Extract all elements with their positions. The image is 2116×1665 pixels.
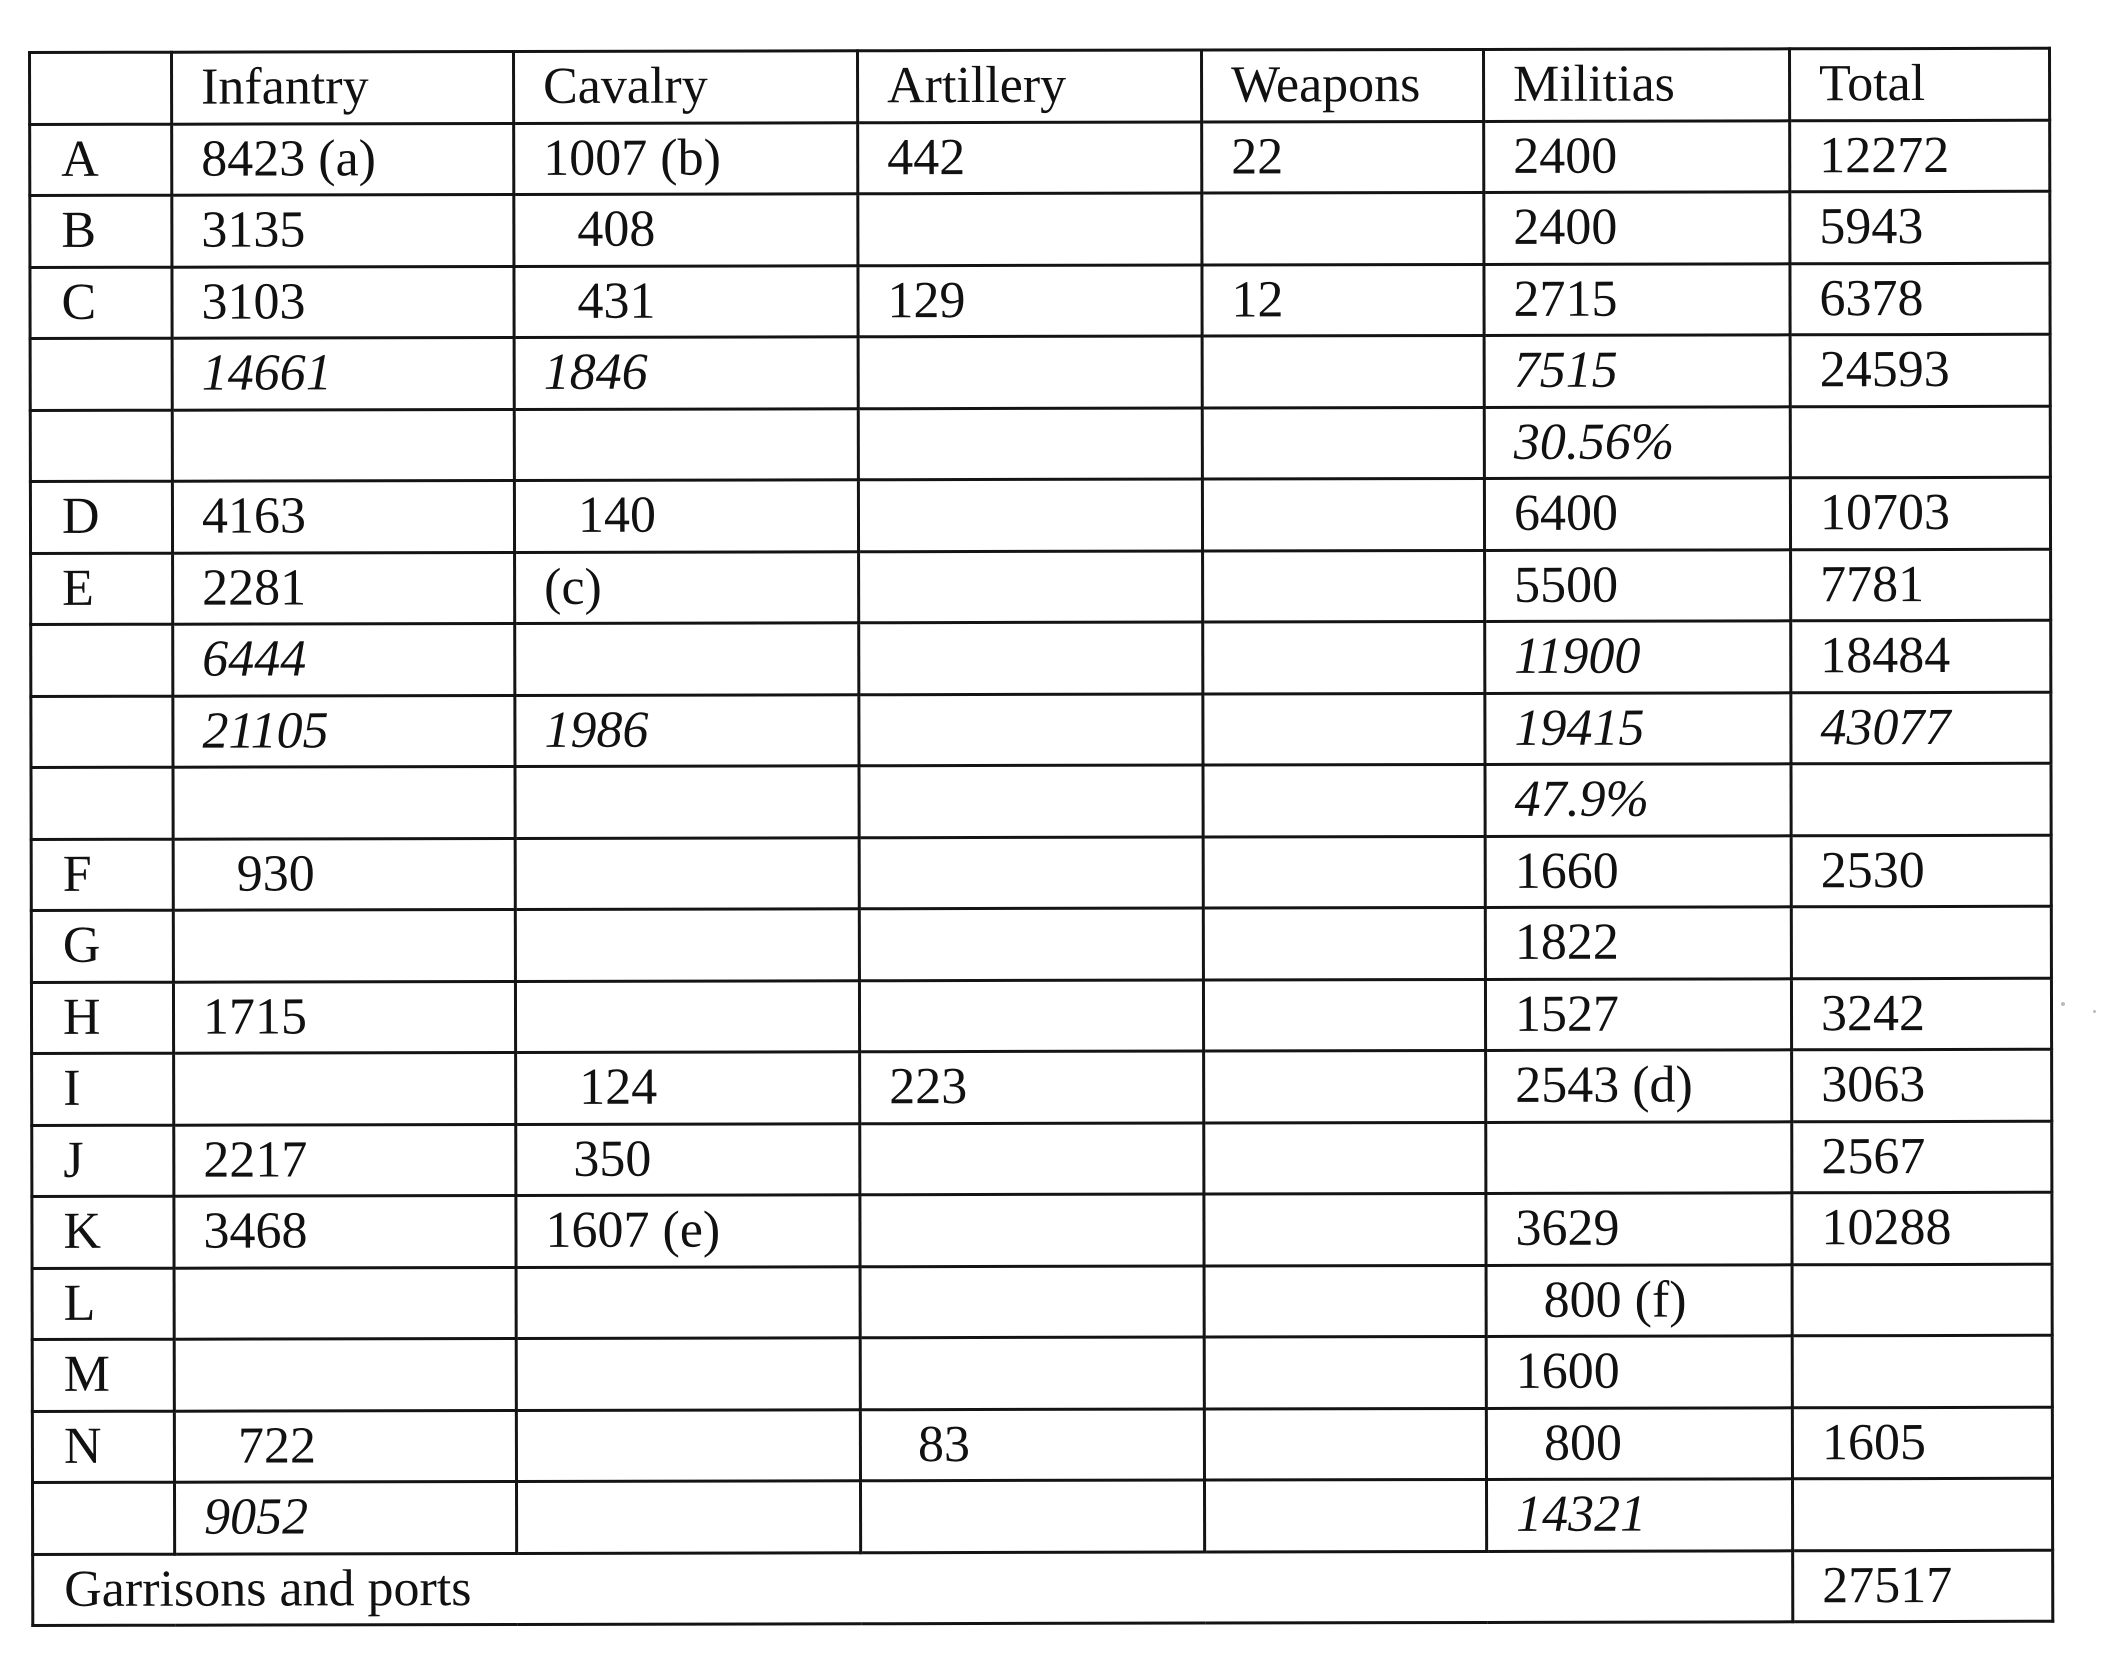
- artillery-cell: [859, 551, 1203, 623]
- infantry-cell: [174, 1052, 516, 1124]
- row-label-cell: I: [32, 1053, 174, 1125]
- cavalry-cell: 431: [514, 265, 858, 337]
- infantry-cell: 722: [174, 1410, 516, 1482]
- row-label-cell: B: [30, 195, 172, 267]
- paper-speck: [2061, 1002, 2065, 1006]
- militias-cell: 1527: [1485, 978, 1791, 1050]
- cavalry-cell: [516, 1266, 860, 1338]
- table-row: [30, 120, 2050, 196]
- artillery-cell: [859, 908, 1203, 980]
- militias-cell: 11900: [1485, 621, 1791, 693]
- cavalry-cell: [516, 1481, 860, 1553]
- row-label-cell: K: [32, 1196, 174, 1268]
- artillery-cell: [858, 408, 1202, 480]
- row-label-cell: [30, 338, 172, 410]
- cavalry-cell: [515, 909, 859, 981]
- cavalry-cell: 140: [514, 480, 858, 552]
- cavalry-cell: 124: [516, 1052, 860, 1124]
- infantry-cell: [173, 909, 515, 981]
- cavalry-cell: 408: [514, 194, 858, 266]
- cavalry-cell: 1607 (e): [516, 1195, 860, 1267]
- row-label-cell: F: [31, 839, 173, 911]
- infantry-cell: [173, 766, 515, 838]
- cavalry-cell: 350: [516, 1123, 860, 1195]
- total-cell: 1605: [1792, 1407, 2052, 1479]
- infantry-cell: [174, 1338, 516, 1410]
- row-label-cell: [32, 1482, 174, 1554]
- artillery-cell: 442: [858, 122, 1202, 194]
- cavalry-cell: 1846: [514, 337, 858, 409]
- table-row: [31, 620, 2051, 696]
- infantry-cell: 4163: [172, 480, 514, 552]
- row-label-cell: N: [32, 1411, 174, 1483]
- table-row: [30, 191, 2050, 267]
- table-row: [32, 1335, 2052, 1411]
- row-label-cell: A: [30, 124, 172, 196]
- weapons-cell: [1204, 1122, 1486, 1194]
- militias-cell: 3629: [1486, 1193, 1792, 1265]
- artillery-cell: [860, 1123, 1204, 1195]
- cavalry-cell: (c): [515, 551, 859, 623]
- militias-cell: 2400: [1484, 120, 1790, 192]
- row-label-cell: M: [32, 1339, 174, 1411]
- weapons-cell: [1202, 335, 1484, 407]
- row-label-cell: G: [31, 910, 173, 982]
- table-row: [30, 334, 2050, 410]
- total-cell: [1792, 1335, 2052, 1407]
- table-row: [32, 1049, 2052, 1125]
- forces-table: [28, 47, 2054, 1627]
- row-label-cell: C: [30, 267, 172, 339]
- table-row: [32, 1407, 2052, 1483]
- row-label-cell: L: [32, 1268, 174, 1340]
- row-label-cell: E: [31, 553, 173, 625]
- militias-cell: 19415: [1485, 692, 1791, 764]
- table-row: [32, 1478, 2052, 1554]
- artillery-cell: [859, 694, 1203, 766]
- weapons-cell: [1203, 836, 1485, 908]
- infantry-cell: 1715: [173, 981, 515, 1053]
- infantry-cell: 21105: [173, 695, 515, 767]
- weapons-cell: [1204, 1265, 1486, 1337]
- row-label-cell: [31, 624, 173, 696]
- row-label-cell: J: [32, 1125, 174, 1197]
- militias-cell: 7515: [1484, 335, 1790, 407]
- weapons-cell: [1204, 1193, 1486, 1265]
- artillery-cell: [860, 1480, 1204, 1552]
- weapons-cell: [1204, 1336, 1486, 1408]
- total-cell: [1792, 1478, 2052, 1550]
- cavalry-cell: [515, 766, 859, 838]
- infantry-cell: 6444: [173, 623, 515, 695]
- total-cell: [1791, 763, 2051, 835]
- weapons-cell: [1204, 1050, 1486, 1122]
- militias-cell: 47.9%: [1485, 764, 1791, 836]
- militias-cell: 2715: [1484, 263, 1790, 335]
- total-cell: 18484: [1791, 620, 2051, 692]
- artillery-cell: [859, 980, 1203, 1052]
- total-cell: 24593: [1790, 334, 2050, 406]
- artillery-cell: 129: [858, 265, 1202, 337]
- artillery-cell: [859, 837, 1203, 909]
- artillery-cell: 83: [860, 1409, 1204, 1481]
- artillery-cell: [858, 479, 1202, 551]
- weapons-cell: [1204, 1479, 1486, 1551]
- militias-cell: 1600: [1486, 1336, 1792, 1408]
- table-row: [31, 763, 2051, 839]
- infantry-cell: 2281: [173, 552, 515, 624]
- header-cell-weapons: Weapons: [1202, 49, 1484, 121]
- weapons-cell: [1202, 407, 1484, 479]
- table-row: [31, 692, 2051, 768]
- row-label-cell: D: [30, 481, 172, 553]
- militias-cell: 800 (f): [1486, 1264, 1792, 1336]
- total-cell: 3063: [1792, 1049, 2052, 1121]
- header-row: [30, 48, 2050, 124]
- militias-cell: 5500: [1485, 549, 1791, 621]
- row-label-cell: [31, 767, 173, 839]
- weapons-cell: [1203, 979, 1485, 1051]
- artillery-cell: [860, 1337, 1204, 1409]
- artillery-cell: [858, 193, 1202, 265]
- cavalry-cell: [515, 837, 859, 909]
- header-cell-militias: Militias: [1484, 49, 1790, 121]
- total-cell: 10703: [1790, 477, 2050, 549]
- header-cell-corner: [30, 52, 172, 124]
- row-label-cell: [30, 410, 172, 482]
- infantry-cell: 3135: [172, 194, 514, 266]
- infantry-cell: [174, 1267, 516, 1339]
- table-row: [31, 835, 2051, 911]
- footer-label-cell: Garrisons and ports: [33, 1550, 1793, 1625]
- infantry-cell: 14661: [172, 337, 514, 409]
- forces-table-body: [30, 48, 2053, 1625]
- row-label-cell: H: [31, 982, 173, 1054]
- infantry-cell: 930: [173, 838, 515, 910]
- weapons-cell: [1203, 693, 1485, 765]
- infantry-cell: 3468: [174, 1195, 516, 1267]
- table-row: [31, 549, 2051, 625]
- weapons-cell: [1203, 621, 1485, 693]
- militias-cell: [1486, 1121, 1792, 1193]
- footer-row: [33, 1550, 2053, 1626]
- header-cell-total: Total: [1789, 48, 2049, 120]
- cavalry-cell: 1007 (b): [514, 122, 858, 194]
- total-cell: 6378: [1790, 263, 2050, 335]
- total-cell: [1791, 906, 2051, 978]
- total-cell: 5943: [1790, 191, 2050, 263]
- total-cell: 10288: [1792, 1192, 2052, 1264]
- total-cell: 43077: [1791, 692, 2051, 764]
- militias-cell: 2400: [1484, 192, 1790, 264]
- weapons-cell: [1202, 192, 1484, 264]
- cavalry-cell: [514, 408, 858, 480]
- artillery-cell: [860, 1194, 1204, 1266]
- militias-cell: 2543 (d): [1486, 1050, 1792, 1122]
- infantry-cell: 3103: [172, 266, 514, 338]
- total-cell: [1792, 1264, 2052, 1336]
- header-cell-cavalry: Cavalry: [514, 51, 858, 123]
- total-cell: 2567: [1792, 1121, 2052, 1193]
- header-cell-artillery: Artillery: [858, 50, 1202, 122]
- table-row: [32, 1121, 2052, 1197]
- militias-cell: 800: [1486, 1407, 1792, 1479]
- cavalry-cell: [515, 980, 859, 1052]
- weapons-cell: 22: [1202, 121, 1484, 193]
- militias-cell: 6400: [1484, 478, 1790, 550]
- militias-cell: 1660: [1485, 835, 1791, 907]
- header-cell-infantry: Infantry: [172, 51, 514, 123]
- total-cell: [1790, 406, 2050, 478]
- artillery-cell: [859, 622, 1203, 694]
- table-row: [31, 906, 2051, 982]
- paper-speck: [2093, 1010, 2096, 1013]
- table-row: [30, 477, 2050, 553]
- footer-total-cell: 27517: [1793, 1550, 2053, 1622]
- artillery-cell: [859, 765, 1203, 837]
- table-row: [32, 1192, 2052, 1268]
- total-cell: 2530: [1791, 835, 2051, 907]
- row-label-cell: [31, 696, 173, 768]
- weapons-cell: [1203, 550, 1485, 622]
- weapons-cell: [1203, 907, 1485, 979]
- total-cell: 7781: [1791, 549, 2051, 621]
- infantry-cell: 9052: [174, 1481, 516, 1553]
- table-row: [30, 263, 2050, 339]
- cavalry-cell: [516, 1338, 860, 1410]
- cavalry-cell: 1986: [515, 694, 859, 766]
- table-row: [32, 1264, 2052, 1340]
- militias-cell: 30.56%: [1484, 406, 1790, 478]
- artillery-cell: [860, 1266, 1204, 1338]
- infantry-cell: 8423 (a): [172, 123, 514, 195]
- artillery-cell: [858, 336, 1202, 408]
- infantry-cell: [172, 409, 514, 481]
- militias-cell: 1822: [1485, 907, 1791, 979]
- table-row: [31, 978, 2051, 1054]
- cavalry-cell: [516, 1409, 860, 1481]
- table-row: [30, 406, 2050, 482]
- weapons-cell: 12: [1202, 264, 1484, 336]
- infantry-cell: 2217: [174, 1124, 516, 1196]
- weapons-cell: [1202, 478, 1484, 550]
- artillery-cell: 223: [860, 1051, 1204, 1123]
- cavalry-cell: [515, 623, 859, 695]
- weapons-cell: [1204, 1408, 1486, 1480]
- total-cell: 3242: [1791, 978, 2051, 1050]
- militias-cell: 14321: [1486, 1479, 1792, 1551]
- weapons-cell: [1203, 764, 1485, 836]
- total-cell: 12272: [1790, 120, 2050, 192]
